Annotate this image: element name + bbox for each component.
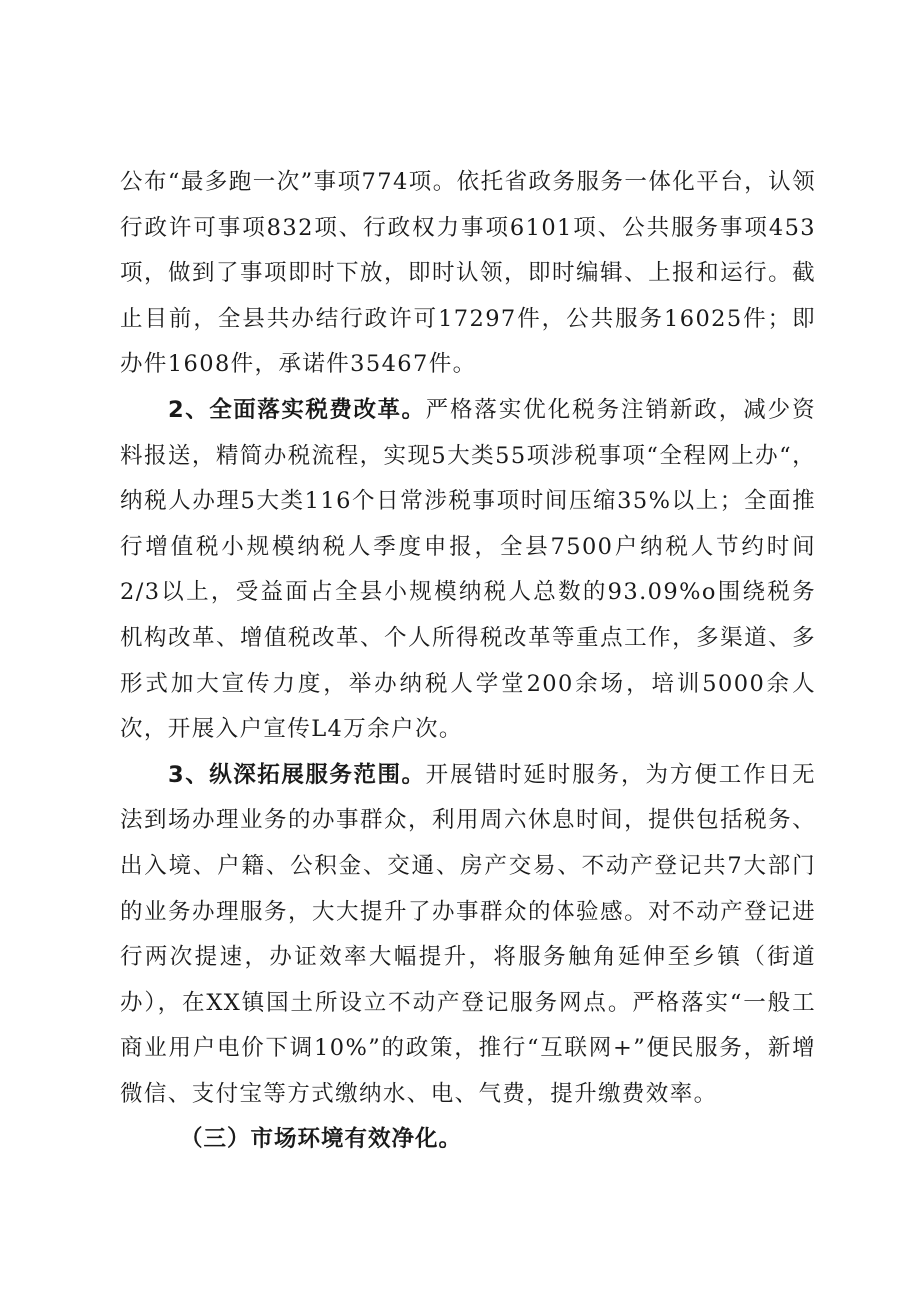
subheading-market-environment: （三）市场环境有效净化。 bbox=[180, 1126, 463, 1153]
document-body bbox=[120, 160, 816, 1163]
section-2-body: 严格落实优化税务注销新政，减少资料报送，精简办税流程，实现5大类55项涉税事项“全程网上办“，纳税人办理5大类116个日常涉税事项时间压缩35%以上；全面推行增值税小规模纳税人季度申报，全县7500户纳税人节约时间2/3以上，受益面占全县小规模纳税人总数的93.09%o围绕税务机构改革、增值税改革、个人所得税改革等重点工作，多渠道、多形式加大宣传力度，举办纳税人学堂200余场，培训5000余人次，开展入户宣传L4万余户次。 bbox=[120, 396, 817, 743]
section-3-heading: 3、纵深拓展服务范围。 bbox=[168, 761, 426, 788]
paragraph-2 bbox=[120, 388, 816, 753]
paragraph-1: 公布“最多跑一次”事项774项。依托省政务服务一体化平台，认领行政许可事项832项、行政权力事项6101项、公共服务事项453项，做到了事项即时下放，即时认领，即时编辑、上报和运行。截止目前，全县共办结行政许可17297件，公共服务16025件；即办件1608件，承诺件35467件。 bbox=[120, 169, 816, 378]
section-2-heading: 2、全面落实税费改革。 bbox=[168, 396, 426, 423]
section-3-body: 开展错时延时服务，为方便工作日无法到场办理业务的办事群众，利用周六休息时间，提供包括税务、出入境、户籍、公积金、交通、房产交易、不动产登记共7大部门的业务办理服务，大大提升了办事群众的体验感。对不动产登记进行两次提速，办证效率大幅提升，将服务触角延伸至乡镇（街道办），在XX镇国土所设立不动产登记服务网点。严格落实“一般工商业用户电价下调10%”的政策，推行“互联网+”便民服务，新增微信、支付宝等方式缴纳水、电、气费，提升缴费效率。 bbox=[120, 761, 817, 1107]
paragraph-3 bbox=[120, 753, 816, 1118]
